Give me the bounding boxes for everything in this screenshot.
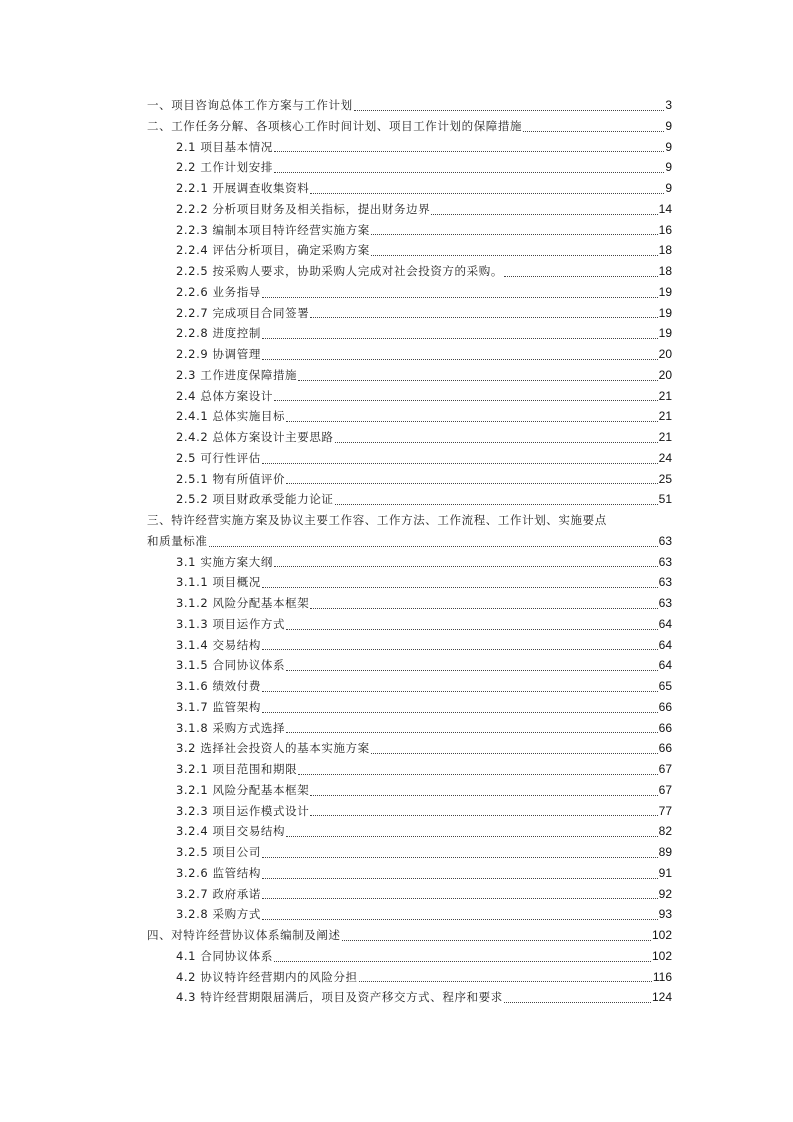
toc-entry[interactable]: [147, 552, 672, 573]
toc-dot-leader: [371, 233, 658, 235]
toc-dot-leader: [262, 358, 658, 360]
toc-page-number: 14: [658, 201, 672, 216]
toc-entry[interactable]: [147, 863, 672, 884]
toc-entry-title: 2.1 项目基本情况: [176, 139, 273, 154]
toc-dot-leader: [262, 648, 658, 650]
toc-page-number: 20: [658, 367, 672, 382]
toc-page-number: 67: [658, 782, 672, 797]
toc-entry-title: 四、对特许经营协议体系编制及阐述: [147, 928, 341, 942]
toc-entry[interactable]: [147, 427, 672, 448]
toc-entry-title: 二、工作任务分解、各项核心工作时间计划、项目工作计划的保障措施: [147, 118, 523, 133]
toc-page-number: 93: [658, 907, 672, 922]
toc-entry-title: 3.2.8 采购方式: [176, 907, 261, 922]
toc-entry[interactable]: [147, 531, 672, 552]
toc-dot-leader: [262, 462, 658, 464]
toc-dot-leader: [310, 794, 657, 796]
toc-entry[interactable]: [147, 780, 672, 801]
toc-entry-title: 2.2.1 开展调查收集资料: [176, 181, 310, 195]
toc-entry-title: 3.1.1 项目概况: [176, 575, 261, 590]
toc-page-number: 3: [665, 98, 672, 112]
toc-entry-title: 3.1.2 风险分配基本框架: [176, 596, 310, 610]
toc-entry[interactable]: [147, 635, 672, 656]
toc-entry-title: 4.3 特许经营期限届满后，项目及资产移交方式、程序和要求: [176, 990, 503, 1005]
table-of-contents: [147, 95, 672, 1008]
toc-entry[interactable]: [147, 95, 672, 116]
toc-page-number: 102: [651, 948, 672, 963]
toc-dot-leader: [209, 545, 658, 547]
toc-page-number: 77: [658, 803, 672, 818]
toc-entry[interactable]: [147, 884, 672, 905]
toc-page-number: 64: [658, 637, 672, 652]
toc-entry[interactable]: [147, 344, 672, 365]
toc-entry-title: 3.1.5 合同协议体系: [176, 658, 286, 673]
toc-page-number: 9: [665, 118, 672, 133]
toc-entry[interactable]: [147, 676, 672, 697]
toc-dot-leader: [298, 773, 657, 775]
toc-entry[interactable]: [147, 323, 672, 344]
toc-page-number: 64: [658, 658, 672, 673]
toc-page-number: 21: [658, 430, 672, 444]
toc-dot-leader: [286, 420, 658, 422]
toc-entry-title: 2.2.9 协调管理: [176, 347, 261, 361]
toc-dot-leader: [262, 711, 658, 713]
toc-dot-leader: [274, 960, 651, 962]
toc-entry-title: 3.1.4 交易结构: [176, 637, 261, 652]
toc-entry[interactable]: [147, 116, 672, 137]
toc-entry[interactable]: [147, 801, 672, 822]
toc-entry[interactable]: [147, 199, 672, 220]
toc-dot-leader: [274, 565, 658, 567]
toc-entry-title: 2.5.1 物有所值评价: [176, 471, 286, 486]
toc-entry-title: 2.2.5 按采购人要求，协助采购人完成对社会投资方的采购。: [176, 264, 503, 278]
toc-entry-title: 3.2.5 项目公司: [176, 845, 261, 859]
toc-dot-leader: [359, 980, 652, 982]
toc-page-number: 19: [658, 284, 672, 299]
toc-page-number: 82: [658, 824, 672, 839]
toc-entry[interactable]: [147, 406, 672, 427]
toc-page-number: 63: [658, 533, 672, 548]
toc-entry[interactable]: [147, 925, 672, 946]
toc-dot-leader: [431, 213, 657, 215]
toc-entry[interactable]: [147, 489, 672, 510]
toc-dot-leader: [310, 814, 657, 816]
toc-page-number: 18: [658, 243, 672, 258]
toc-entry-title: 2.4 总体方案设计: [176, 388, 273, 403]
toc-page-number: 19: [658, 305, 672, 320]
toc-entry[interactable]: [147, 987, 672, 1008]
toc-page-number: 9: [665, 160, 672, 175]
toc-entry[interactable]: [147, 842, 672, 863]
toc-entry-title: 3.2.1 风险分配基本框架: [176, 782, 310, 797]
toc-entry[interactable]: [147, 303, 672, 324]
toc-entry-title: 3.1 实施方案大纲: [176, 554, 273, 569]
toc-entry[interactable]: [147, 261, 672, 282]
toc-dot-leader: [262, 690, 658, 692]
toc-entry[interactable]: [147, 157, 672, 178]
toc-entry-title: 2.2.2 分析项目财务及相关指标，提出财务边界: [176, 201, 431, 216]
toc-entry-title: 3.2.4 项目交易结构: [176, 824, 286, 839]
toc-entry[interactable]: [147, 137, 672, 158]
toc-entry[interactable]: [147, 718, 672, 739]
toc-entry[interactable]: [147, 365, 672, 386]
toc-entry-title: 3.2.6 监管结构: [176, 865, 261, 880]
toc-dot-leader: [286, 731, 658, 733]
toc-page-number: 89: [658, 845, 672, 859]
toc-dot-leader: [298, 379, 657, 381]
toc-dot-leader: [286, 482, 658, 484]
toc-entry[interactable]: [147, 655, 672, 676]
toc-dot-leader: [274, 171, 664, 173]
toc-entry[interactable]: [147, 759, 672, 780]
toc-page-number: 21: [658, 388, 672, 403]
toc-entry[interactable]: [147, 572, 672, 593]
toc-page-number: 65: [658, 679, 672, 693]
toc-page-number: 91: [658, 865, 672, 880]
toc-page-number: 51: [658, 492, 672, 507]
toc-entry-title: 2.2.6 业务指导: [176, 284, 261, 299]
toc-page-number: 63: [658, 575, 672, 590]
toc-page-number: 66: [658, 741, 672, 756]
toc-entry-title: 2.4.1 总体实施目标: [176, 409, 286, 424]
toc-dot-leader: [262, 296, 658, 298]
toc-dot-leader: [262, 897, 658, 899]
toc-entry-title: 3.1.6 绩效付费: [176, 679, 261, 693]
toc-entry[interactable]: [147, 386, 672, 407]
toc-dot-leader: [504, 275, 658, 277]
toc-entry[interactable]: [147, 593, 672, 614]
toc-entry[interactable]: [147, 738, 672, 759]
toc-page-number: 102: [651, 928, 672, 942]
toc-dot-leader: [274, 399, 658, 401]
toc-page-number: 19: [658, 326, 672, 341]
toc-dot-leader: [310, 607, 657, 609]
toc-page-number: 18: [658, 264, 672, 278]
toc-page-number: 66: [658, 699, 672, 714]
toc-page-number: 116: [652, 969, 672, 984]
toc-entry-title: 3.1.7 监管架构: [176, 699, 261, 714]
toc-entry-title: 2.2.4 评估分析项目，确定采购方案: [176, 243, 370, 258]
toc-entry-title: 3.2.3 项目运作模式设计: [176, 803, 310, 818]
toc-page-number: 66: [658, 720, 672, 735]
toc-dot-leader: [310, 192, 664, 194]
toc-entry-title: 2.3 工作进度保障措施: [176, 367, 298, 382]
toc-entry-title: 和质量标准: [147, 533, 208, 548]
toc-dot-leader: [310, 316, 657, 318]
toc-entry-title-line1[interactable]: 三、特许经营实施方案及协议主要工作容、工作方法、工作流程、工作计划、实施要点: [147, 513, 607, 527]
toc-entry[interactable]: [147, 967, 672, 988]
toc-entry-title: 4.2 协议特许经营期内的风险分担: [176, 969, 358, 984]
toc-entry[interactable]: [147, 946, 672, 967]
toc-entry-title: 3.1.3 项目运作方式: [176, 616, 286, 631]
toc-entry-title: 2.5.2 项目财政承受能力论证: [176, 492, 334, 507]
toc-page-number: 63: [658, 554, 672, 569]
toc-entry-title: 2.2.8 进度控制: [176, 326, 261, 341]
toc-entry-title: 一、项目咨询总体工作方案与工作计划: [147, 98, 353, 112]
toc-entry-title: 3.2 选择社会投资人的基本实施方案: [176, 741, 370, 756]
toc-dot-leader: [342, 939, 651, 941]
toc-dot-leader: [335, 441, 658, 443]
toc-entry[interactable]: [147, 178, 672, 199]
toc-page-number: 64: [658, 616, 672, 631]
toc-dot-leader: [286, 669, 658, 671]
toc-entry-title: 3.1.8 采购方式选择: [176, 720, 286, 735]
toc-page-number: 9: [665, 181, 672, 195]
toc-dot-leader: [286, 628, 658, 630]
toc-dot-leader: [523, 130, 664, 132]
toc-dot-leader: [262, 337, 658, 339]
toc-entry-title: 2.2.3 编制本项目特许经营实施方案: [176, 222, 370, 237]
toc-entry[interactable]: [147, 821, 672, 842]
toc-page-number: 20: [658, 347, 672, 361]
toc-dot-leader: [262, 586, 658, 588]
toc-entry[interactable]: [147, 697, 672, 718]
toc-page-number: 92: [658, 886, 672, 901]
toc-entry-title: 4.1 合同协议体系: [176, 948, 273, 963]
toc-dot-leader: [504, 1001, 651, 1003]
toc-dot-leader: [286, 835, 658, 837]
toc-entry-title: 3.2.1 项目范围和期限: [176, 762, 298, 776]
toc-page-number: 21: [658, 409, 672, 424]
toc-page-number: 67: [658, 762, 672, 776]
toc-page-number: 63: [658, 596, 672, 610]
toc-entry[interactable]: [147, 448, 672, 469]
toc-page-number: 24: [658, 450, 672, 465]
toc-dot-leader: [262, 877, 658, 879]
toc-entry-title: 2.2 工作计划安排: [176, 160, 273, 175]
toc-dot-leader: [371, 254, 658, 256]
toc-entry[interactable]: [147, 240, 672, 261]
toc-dot-leader: [262, 918, 658, 920]
toc-page-number: 16: [658, 222, 672, 237]
toc-page-number: 124: [651, 990, 672, 1005]
toc-entry-title: 2.5 可行性评估: [176, 450, 261, 465]
toc-entry-title: 2.2.7 完成项目合同签署: [176, 305, 310, 320]
toc-entry[interactable]: [147, 904, 672, 925]
toc-dot-leader: [262, 856, 658, 858]
toc-entry[interactable]: [147, 614, 672, 635]
toc-page-number: 25: [658, 471, 672, 486]
toc-page-number: 9: [665, 139, 672, 154]
toc-entry[interactable]: [147, 469, 672, 490]
toc-entry[interactable]: [147, 282, 672, 303]
toc-entry-title: 2.4.2 总体方案设计主要思路: [176, 430, 334, 444]
toc-dot-leader: [274, 150, 664, 152]
toc-dot-leader: [371, 752, 658, 754]
toc-entry[interactable]: [147, 220, 672, 241]
toc-dot-leader: [354, 109, 665, 111]
toc-entry-title: 3.2.7 政府承诺: [176, 886, 261, 901]
toc-dot-leader: [335, 503, 658, 505]
